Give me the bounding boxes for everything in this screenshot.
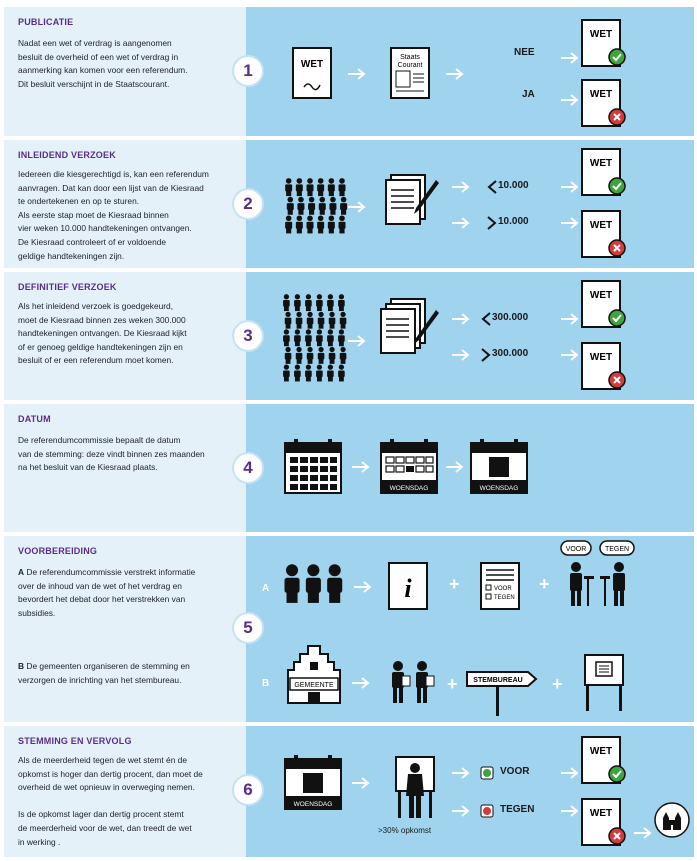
voter-at-booth-icon (388, 756, 442, 820)
stembureau-sign-icon (466, 670, 538, 716)
svg-text:GEMEENTE: GEMEENTE (294, 682, 334, 689)
arrow-right-icon (450, 804, 472, 818)
arrow-right-icon (350, 460, 372, 474)
row-label-b: B (262, 678, 270, 689)
section-description: De referendumcommissie bepaalt de datum van de stemming: deze vindt binnen zes maanden na het besluit van de Kiesraad plaats. (18, 435, 205, 473)
greater-than-icon (487, 216, 497, 230)
wet-approved-icon (581, 736, 629, 786)
arrow-right-icon (559, 180, 581, 194)
arrow-right-icon (450, 180, 472, 194)
svg-text:WOENSDAG: WOENSDAG (293, 801, 333, 808)
svg-text:WET: WET (589, 290, 613, 301)
many-signature-lists-icon (378, 298, 440, 364)
arrow-right-icon (346, 200, 368, 214)
svg-text:STEMBUREAU: STEMBUREAU (473, 677, 523, 684)
svg-text:WOENSDAG: WOENSDAG (479, 485, 519, 492)
wet-rejected-icon (581, 210, 629, 260)
wet-approved-icon (581, 280, 629, 330)
arrow-right-icon (450, 312, 472, 326)
arrow-right-icon (346, 67, 368, 81)
svg-text:WET: WET (589, 746, 613, 757)
wet-rejected-icon (581, 79, 629, 129)
plus-icon: + (552, 674, 563, 694)
plus-icon: + (449, 574, 460, 594)
calendar-woensdag-icon (380, 438, 438, 494)
svg-text:WET: WET (589, 89, 613, 100)
section-datum (4, 404, 694, 532)
section-title: PUBLICATIE (18, 17, 74, 27)
step-number: 2 (232, 188, 264, 220)
arrow-right-icon (350, 776, 372, 790)
step-number: 5 (232, 612, 264, 644)
step-number: 4 (232, 452, 264, 484)
arrow-right-icon (559, 804, 581, 818)
wet-approved-icon (581, 19, 629, 69)
plus-icon: + (447, 674, 458, 694)
section-description: Als het inleidend verzoek is goedgekeurd, moet de Kiesraad binnen zes weken 300.000 handtekeningen ontvangen. De Kiesraad kijkt of er genoeg geldige handtekeningen zijn en besluit of er een referendum moet komen. (18, 301, 187, 366)
section-title: DATUM (18, 414, 51, 424)
section-stemming-en-vervolg (4, 726, 694, 857)
section-title: INLEIDEND VERZOEK (18, 150, 116, 160)
threshold-below-label: 300.000 (492, 312, 529, 323)
arrow-right-icon (450, 348, 472, 362)
less-than-icon (487, 180, 497, 194)
greater-than-icon (481, 348, 491, 362)
threshold-above-label: 10.000 (498, 216, 529, 227)
calendar-day-icon (284, 754, 342, 810)
arrow-right-icon (444, 460, 466, 474)
arrow-right-icon (350, 676, 372, 690)
commission-members-icon (282, 564, 346, 608)
arrow-right-icon (559, 312, 581, 326)
section-publicatie (4, 7, 694, 136)
parliament-building-icon (654, 802, 690, 838)
svg-text:VOOR: VOOR (565, 546, 587, 553)
arrow-right-icon (559, 348, 581, 362)
staatscourant-icon (390, 47, 430, 99)
step-number: 6 (232, 774, 264, 806)
large-people-group-icon (282, 294, 348, 382)
debate-icon (560, 540, 636, 610)
svg-text:WET: WET (589, 352, 613, 363)
arrow-right-icon (352, 580, 374, 594)
tegen-button-icon (480, 804, 494, 818)
arrow-right-icon (450, 766, 472, 780)
svg-text:WET: WET (589, 808, 613, 819)
section-definitief-verzoek (4, 272, 694, 400)
svg-text:TEGEN: TEGEN (604, 546, 630, 553)
step-number: 1 (232, 55, 264, 87)
arrow-right-icon (559, 93, 581, 107)
signature-lists-icon (384, 174, 440, 234)
section-title: DEFINITIEF VERZOEK (18, 282, 117, 292)
label-nee: NEE (514, 47, 535, 58)
gemeente-building-icon (286, 642, 342, 704)
threshold-below-label: 10.000 (498, 180, 529, 191)
less-than-icon (481, 312, 491, 326)
section-inleidend-verzoek (4, 140, 694, 268)
arrow-right-icon (559, 766, 581, 780)
svg-text:Courant: Courant (397, 62, 423, 69)
turnout-label: >30% opkomst (378, 826, 432, 835)
svg-text:WOENSDAG: WOENSDAG (389, 485, 429, 492)
row-label-a: A (262, 583, 270, 594)
arrow-right-icon (559, 216, 581, 230)
section-voorbereiding (4, 536, 694, 722)
threshold-above-label: 300.000 (492, 348, 529, 359)
plus-icon: + (539, 574, 550, 594)
ballot-paper-icon (480, 562, 520, 610)
svg-text:WET: WET (589, 220, 613, 231)
svg-text:Staats: Staats (400, 54, 420, 61)
arrow-right-icon (444, 67, 466, 81)
section-title: STEMMING EN VERVOLG (18, 736, 132, 746)
voting-booth-icon (584, 654, 626, 712)
wet-approved-icon (581, 148, 629, 198)
people-group-icon (284, 178, 348, 234)
wet-rejected-icon (581, 342, 629, 392)
calendar-day-icon (470, 438, 528, 494)
label-ja: JA (522, 89, 535, 100)
wet-document-icon (292, 47, 332, 99)
section-description: Nadat een wet of verdrag is aangenomen besluit de overheid of een wet of verdrag in aanmerking kan komen voor een referendum. Dit besluit verschijnt in de Staatscourant. (18, 38, 188, 89)
section-description-b: B De gemeenten organiseren de stemming en verzorgen de inrichting van het stembureau. (18, 661, 190, 685)
tegen-label: TEGEN (500, 804, 535, 815)
voor-label: VOOR (500, 766, 530, 777)
svg-text:WET: WET (589, 158, 613, 169)
calendar-icon (284, 438, 342, 494)
svg-text:WET: WET (300, 59, 324, 70)
svg-text:VOOR: VOOR (494, 586, 512, 592)
arrow-right-icon (346, 334, 368, 348)
section-description-a: A De referendumcommissie verstrekt informatie over de inhoud van de wet of het verdrag en bevordert het debat door het verstrekken van subsidies. (18, 567, 196, 618)
arrow-right-icon (450, 216, 472, 230)
section-description: Als de meerderheid tegen de wet stemt én de opkomst is hoger dan dertig procent, dan moet de overheid de wet opnieuw in overweging nemen. Is de opkomst lager dan dertig procent stemt de meerderheid voor de wet, dan treedt de wet in werking . (18, 755, 203, 847)
arrow-right-icon (559, 51, 581, 65)
voor-button-icon (480, 766, 494, 780)
section-description: Iedereen die kiesgerechtigd is, kan een referendum aanvragen. Dat kan door een lijst van de Kiesraad te ondertekenen en op te sturen. Als eerste stap moet de Kiesraad binnen vier weken 10.000 handtekeningen ontvangen. De Kiesraad controleert of er voldoende geldige handtekeningen zijn. (18, 169, 209, 261)
svg-text:TEGEN: TEGEN (494, 595, 515, 601)
wet-rejected-icon (581, 798, 629, 848)
section-title: VOORBEREIDING (18, 546, 98, 556)
svg-text:WET: WET (589, 29, 613, 40)
information-icon (388, 562, 428, 610)
step-number: 3 (232, 320, 264, 352)
municipal-workers-icon (386, 660, 436, 704)
svg-text:i: i (404, 574, 412, 603)
arrow-right-icon (632, 826, 654, 840)
